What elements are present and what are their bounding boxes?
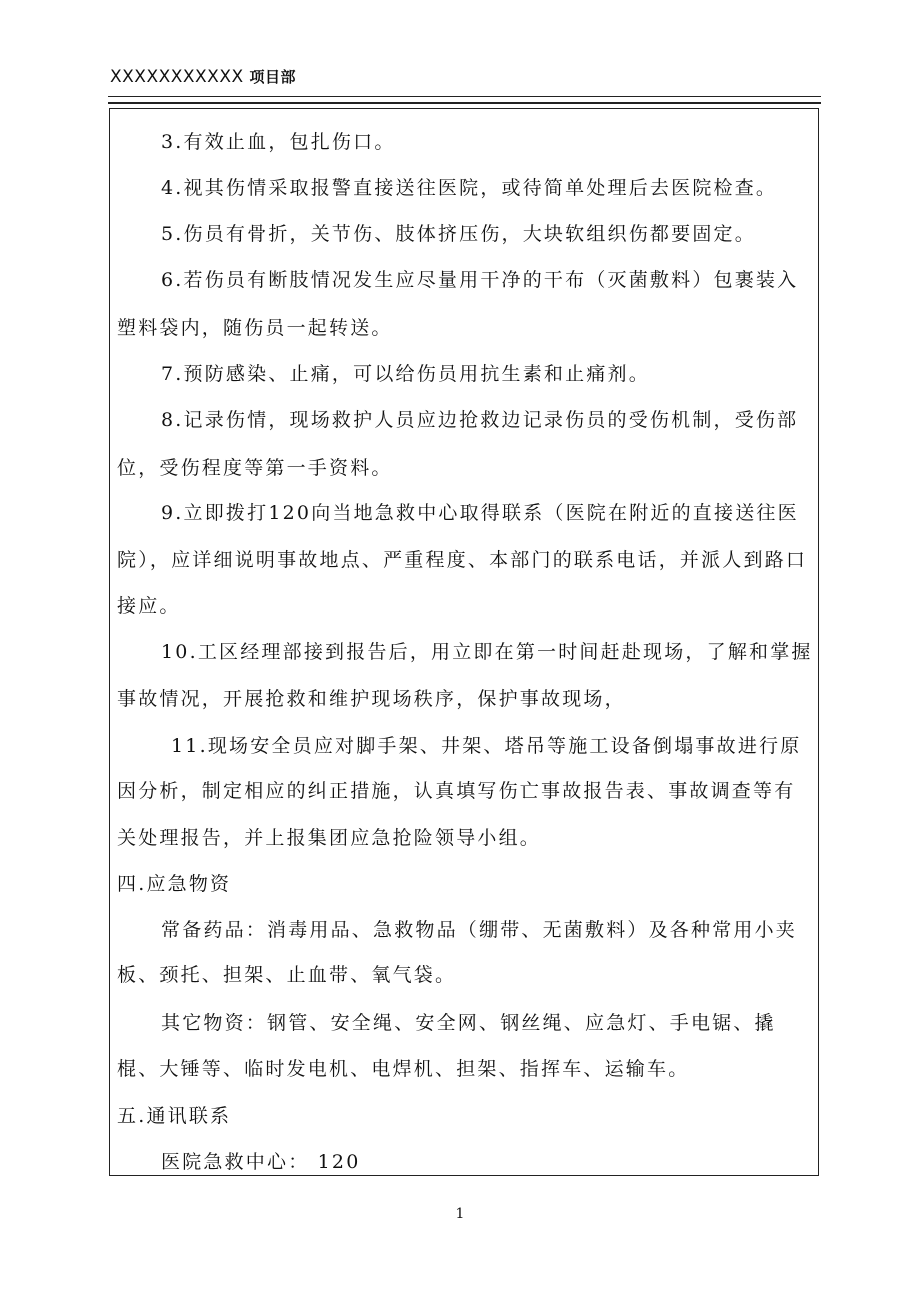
paragraph-line: 院），应详细说明事故地点、严重程度、本部门的联系电话，并派人到路口: [117, 549, 808, 571]
company-name: XXXXXXXXXXX: [110, 67, 244, 87]
section-heading: 四.应急物资: [117, 873, 232, 895]
page-header: [110, 66, 296, 87]
paragraph-line: 4.视其伤情采取报警直接送往医院，或待简单处理后去医院检查。: [161, 177, 778, 199]
paragraph-line: 11.现场安全员应对脚手架、井架、塔吊等施工设备倒塌事故进行原: [171, 735, 802, 757]
paragraph-line: 8.记录伤情，现场救护人员应边抢救边记录伤员的受伤机制，受伤部: [161, 409, 799, 431]
paragraph-line: 接应。: [117, 595, 181, 617]
paragraph-line: 9.立即拨打120向当地急救中心取得联系（医院在附近的直接送往医: [161, 502, 799, 524]
paragraph-line: 棍、大锤等、临时发电机、电焊机、担架、指挥车、运输车。: [117, 1058, 690, 1080]
paragraph-line: 3.有效止血，包扎伤口。: [161, 131, 396, 153]
paragraph-line: 7.预防感染、止痛，可以给伤员用抗生素和止痛剂。: [161, 363, 650, 385]
paragraph-line: 因分析，制定相应的纠正措施，认真填写伤亡事故报告表、事故调查等有: [117, 780, 796, 802]
paragraph-line: 位，受伤程度等第一手资料。: [117, 457, 393, 479]
paragraph-line: 事故情况，开展抢救和维护现场秩序，保护事故现场，: [117, 688, 626, 710]
header-rule-thick: [108, 102, 821, 104]
paragraph-line: 塑料袋内，随伤员一起转送。: [117, 317, 393, 339]
paragraph-line: 关处理报告，并上报集团应急抢险领导小组。: [117, 827, 542, 849]
page-number: 1: [455, 1206, 465, 1222]
paragraph-line: 常备药品：消毒用品、急救物品（绷带、无菌敷料）及各种常用小夹: [161, 919, 798, 941]
paragraph-line: 10.工区经理部接到报告后，用立即在第一时间赶赴现场，了解和掌握: [161, 641, 813, 663]
project-dept-label: 项目部: [249, 68, 297, 86]
paragraph-line: 5.伤员有骨折，关节伤、肢体挤压伤，大块软组织伤都要固定。: [161, 223, 756, 245]
header-rule: [108, 96, 821, 97]
section-heading: 五.通讯联系: [117, 1105, 232, 1127]
paragraph-line: 6.若伤员有断肢情况发生应尽量用干净的干布（灭菌敷料）包裹装入: [161, 269, 799, 291]
paragraph-line: 其它物资：钢管、安全绳、安全网、钢丝绳、应急灯、手电锯、撬: [161, 1012, 776, 1034]
paragraph-line: 板、颈托、担架、止血带、氧气袋。: [117, 964, 457, 986]
hospital-phone-line: 医院急救中心： 120: [161, 1151, 361, 1173]
